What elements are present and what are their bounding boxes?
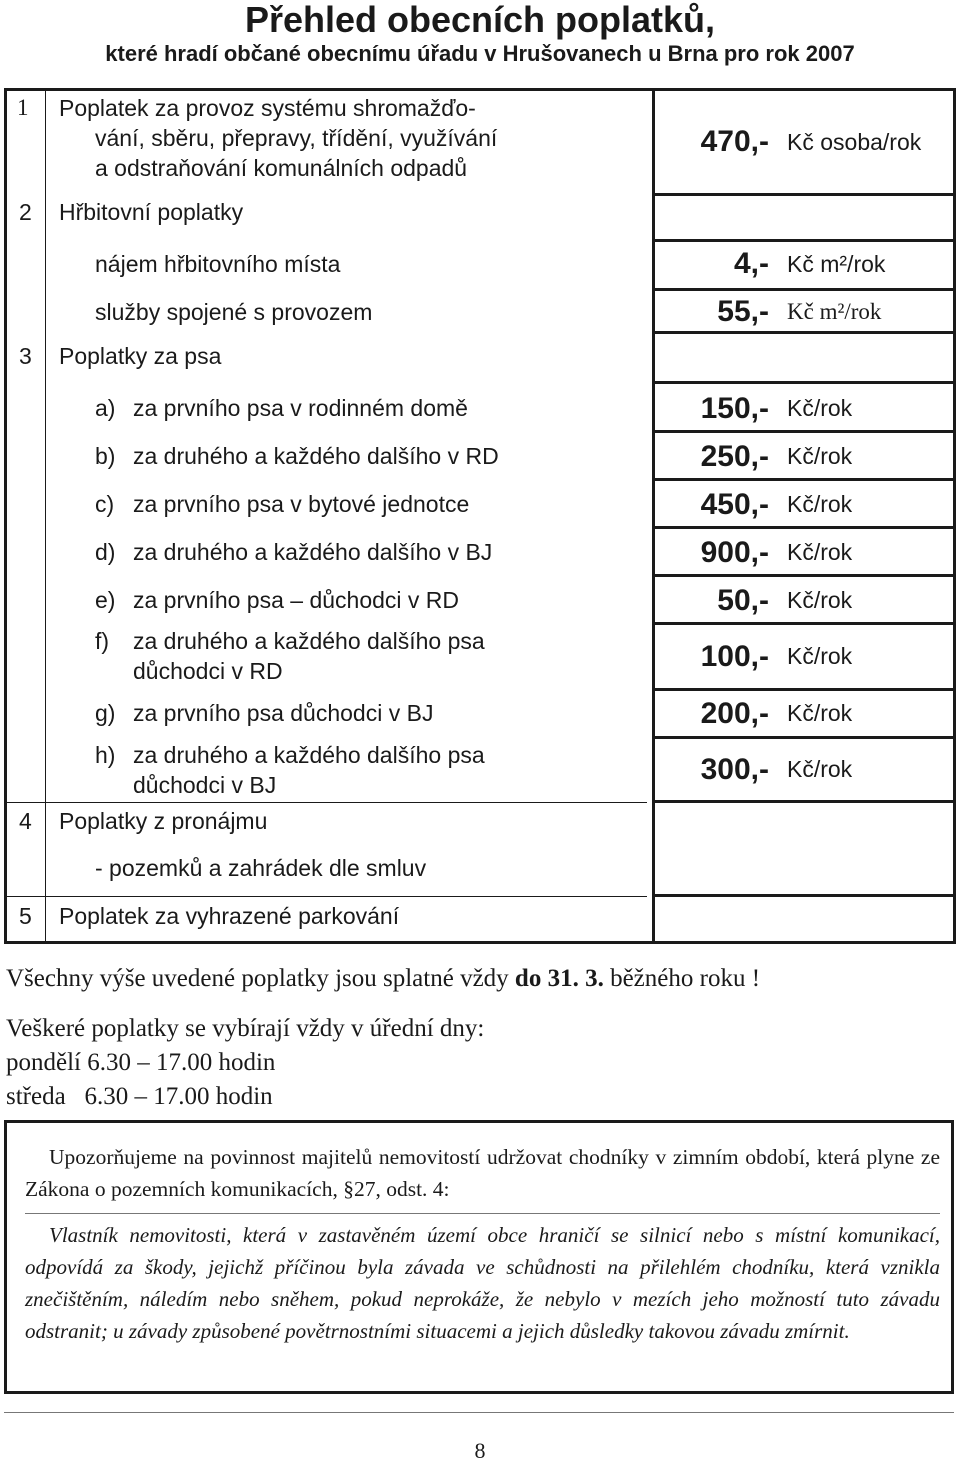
row2b-amount: 55,- <box>717 295 769 328</box>
amount-divider-2 <box>652 239 953 242</box>
dog-d-label: za druhého a každého dalšího v BJ <box>133 539 493 565</box>
due-date-note <box>6 962 760 996</box>
amount-divider-13 <box>652 800 953 803</box>
fee-table <box>4 88 956 944</box>
dog-a-letter: a) <box>95 395 116 421</box>
dog-e-label: za prvního psa – důchodci v RD <box>133 587 460 613</box>
dog-g-amount: 200,- <box>700 697 769 730</box>
row1-label-line3: a odstraňování komunálních odpadů <box>95 155 468 181</box>
row2a-amount: 4,- <box>733 247 769 280</box>
row-number-5: 5 <box>19 903 32 929</box>
notice-intro: Upozorňujeme na povinnost majitelů nemovitostí udržovat chodníky v zimním období, která plyne ze Zákona o pozemních komunikacích, §27, odst. 4: <box>25 1145 940 1201</box>
row-number-3: 3 <box>19 343 32 369</box>
row-number-1: 1 <box>17 95 29 120</box>
row-number-2: 2 <box>19 199 32 225</box>
page-subtitle: které hradí občané obecnímu úřadu v Hrušovanech u Brna pro rok 2007 <box>105 41 855 66</box>
amount-divider-11 <box>652 688 953 691</box>
dog-f-unit: Kč/rok <box>787 643 853 669</box>
row2b-label: služby spojené s provozem <box>95 299 373 325</box>
row5-label: Poplatek za vyhrazené parkování <box>59 903 400 929</box>
dog-h-amount: 300,- <box>700 753 769 786</box>
office-hours-monday: pondělí 6.30 – 17.00 hodin <box>6 1049 276 1076</box>
due-date-suffix: běžného roku ! <box>603 965 761 992</box>
dog-a-amount: 150,- <box>700 392 769 425</box>
dog-h-unit: Kč/rok <box>787 756 853 782</box>
number-column-divider <box>45 91 46 941</box>
dog-c-letter: c) <box>95 491 115 517</box>
dog-h-label-line2: důchodci v BJ <box>133 772 277 798</box>
dog-e-unit: Kč/rok <box>787 587 853 613</box>
row1-label-line1: Poplatek za provoz systému shromažďo- <box>59 95 476 121</box>
row4-label: Poplatky z pronájmu <box>59 808 268 834</box>
dog-a-label: za prvního psa v rodinném domě <box>133 395 468 421</box>
dog-e-letter: e) <box>95 587 116 613</box>
dog-d-unit: Kč/rok <box>787 539 853 565</box>
amount-divider-14 <box>652 894 953 897</box>
amount-divider-1 <box>652 193 953 196</box>
amount-divider-4 <box>652 331 953 334</box>
amount-divider-12 <box>652 736 953 739</box>
dog-a-unit: Kč/rok <box>787 395 853 421</box>
amount-divider-10 <box>652 622 953 625</box>
amount-divider-7 <box>652 478 953 481</box>
row-number-4: 4 <box>19 808 32 834</box>
dog-f-label: za druhého a každého dalšího psa <box>133 628 485 654</box>
dog-b-unit: Kč/rok <box>787 443 853 469</box>
row4-separator <box>7 802 647 803</box>
amount-divider-5 <box>652 381 953 384</box>
notice-box <box>4 1120 954 1394</box>
footer-rule <box>4 1412 954 1413</box>
due-date-prefix: Všechny výše uvedené poplatky jsou splatné vždy <box>6 965 515 992</box>
due-date-bold: do 31. 3. <box>514 965 604 992</box>
row2b-unit: Kč m²/rok <box>787 299 882 324</box>
amount-divider-8 <box>652 526 953 529</box>
dog-b-label: za druhého a každého dalšího v RD <box>133 443 499 469</box>
amount-divider-3 <box>652 288 953 291</box>
notice-separator <box>25 1213 940 1214</box>
dog-h-letter: h) <box>95 742 116 768</box>
dog-g-label: za prvního psa důchodci v BJ <box>133 700 434 726</box>
amount-divider-6 <box>652 430 953 433</box>
dog-b-amount: 250,- <box>700 440 769 473</box>
dog-b-letter: b) <box>95 443 116 469</box>
dog-d-letter: d) <box>95 539 116 565</box>
notice-quote: Vlastník nemovitosti, která v zastavěném území obce hraničí se silnicí nebo s místní komunikací, odpovídá za škody, jejichž příčinou byla závada ve schůdnosti na přilehlém chodníku, která vznikla znečištěním, náledím nebo sněhem, pokud neprokáže, že nebylo v mezích jeho možností tuto závadu odstranit; u závady způsobené povětrnostními situacemi a jejich důsledky takovou závadu zmírnit. <box>25 1223 940 1343</box>
dog-g-unit: Kč/rok <box>787 700 853 726</box>
dog-e-amount: 50,- <box>717 584 769 617</box>
dog-c-unit: Kč/rok <box>787 491 853 517</box>
page-title: Přehled obecních poplatků, <box>244 0 716 40</box>
row5-separator <box>7 896 647 897</box>
row1-amount: 470,- <box>700 125 769 158</box>
row2a-unit: Kč m²/rok <box>787 251 886 277</box>
dog-f-label-line2: důchodci v RD <box>133 658 283 684</box>
office-days-note: Veškeré poplatky se vybírají vždy v úřední dny: <box>6 1015 485 1042</box>
row1-unit: Kč osoba/rok <box>787 129 922 155</box>
dog-c-label: za prvního psa v bytové jednotce <box>133 491 470 517</box>
row3-label: Poplatky za psa <box>59 343 222 369</box>
office-hours-wednesday: středa 6.30 – 17.00 hodin <box>6 1083 273 1110</box>
dog-h-label: za druhého a každého dalšího psa <box>133 742 485 768</box>
dog-d-amount: 900,- <box>700 536 769 569</box>
row1-label-line2: vání, sběru, přepravy, třídění, využívání <box>95 125 498 151</box>
row4-sub-label: - pozemků a zahrádek dle smluv <box>95 855 427 881</box>
amount-divider-9 <box>652 574 953 577</box>
row2a-label: nájem hřbitovního místa <box>95 251 341 277</box>
dog-f-letter: f) <box>95 628 110 654</box>
page-number: 8 <box>474 1438 486 1463</box>
dog-g-letter: g) <box>95 700 116 726</box>
dog-f-amount: 100,- <box>700 640 769 673</box>
row2-label: Hřbitovní poplatky <box>59 199 244 225</box>
dog-c-amount: 450,- <box>700 488 769 521</box>
